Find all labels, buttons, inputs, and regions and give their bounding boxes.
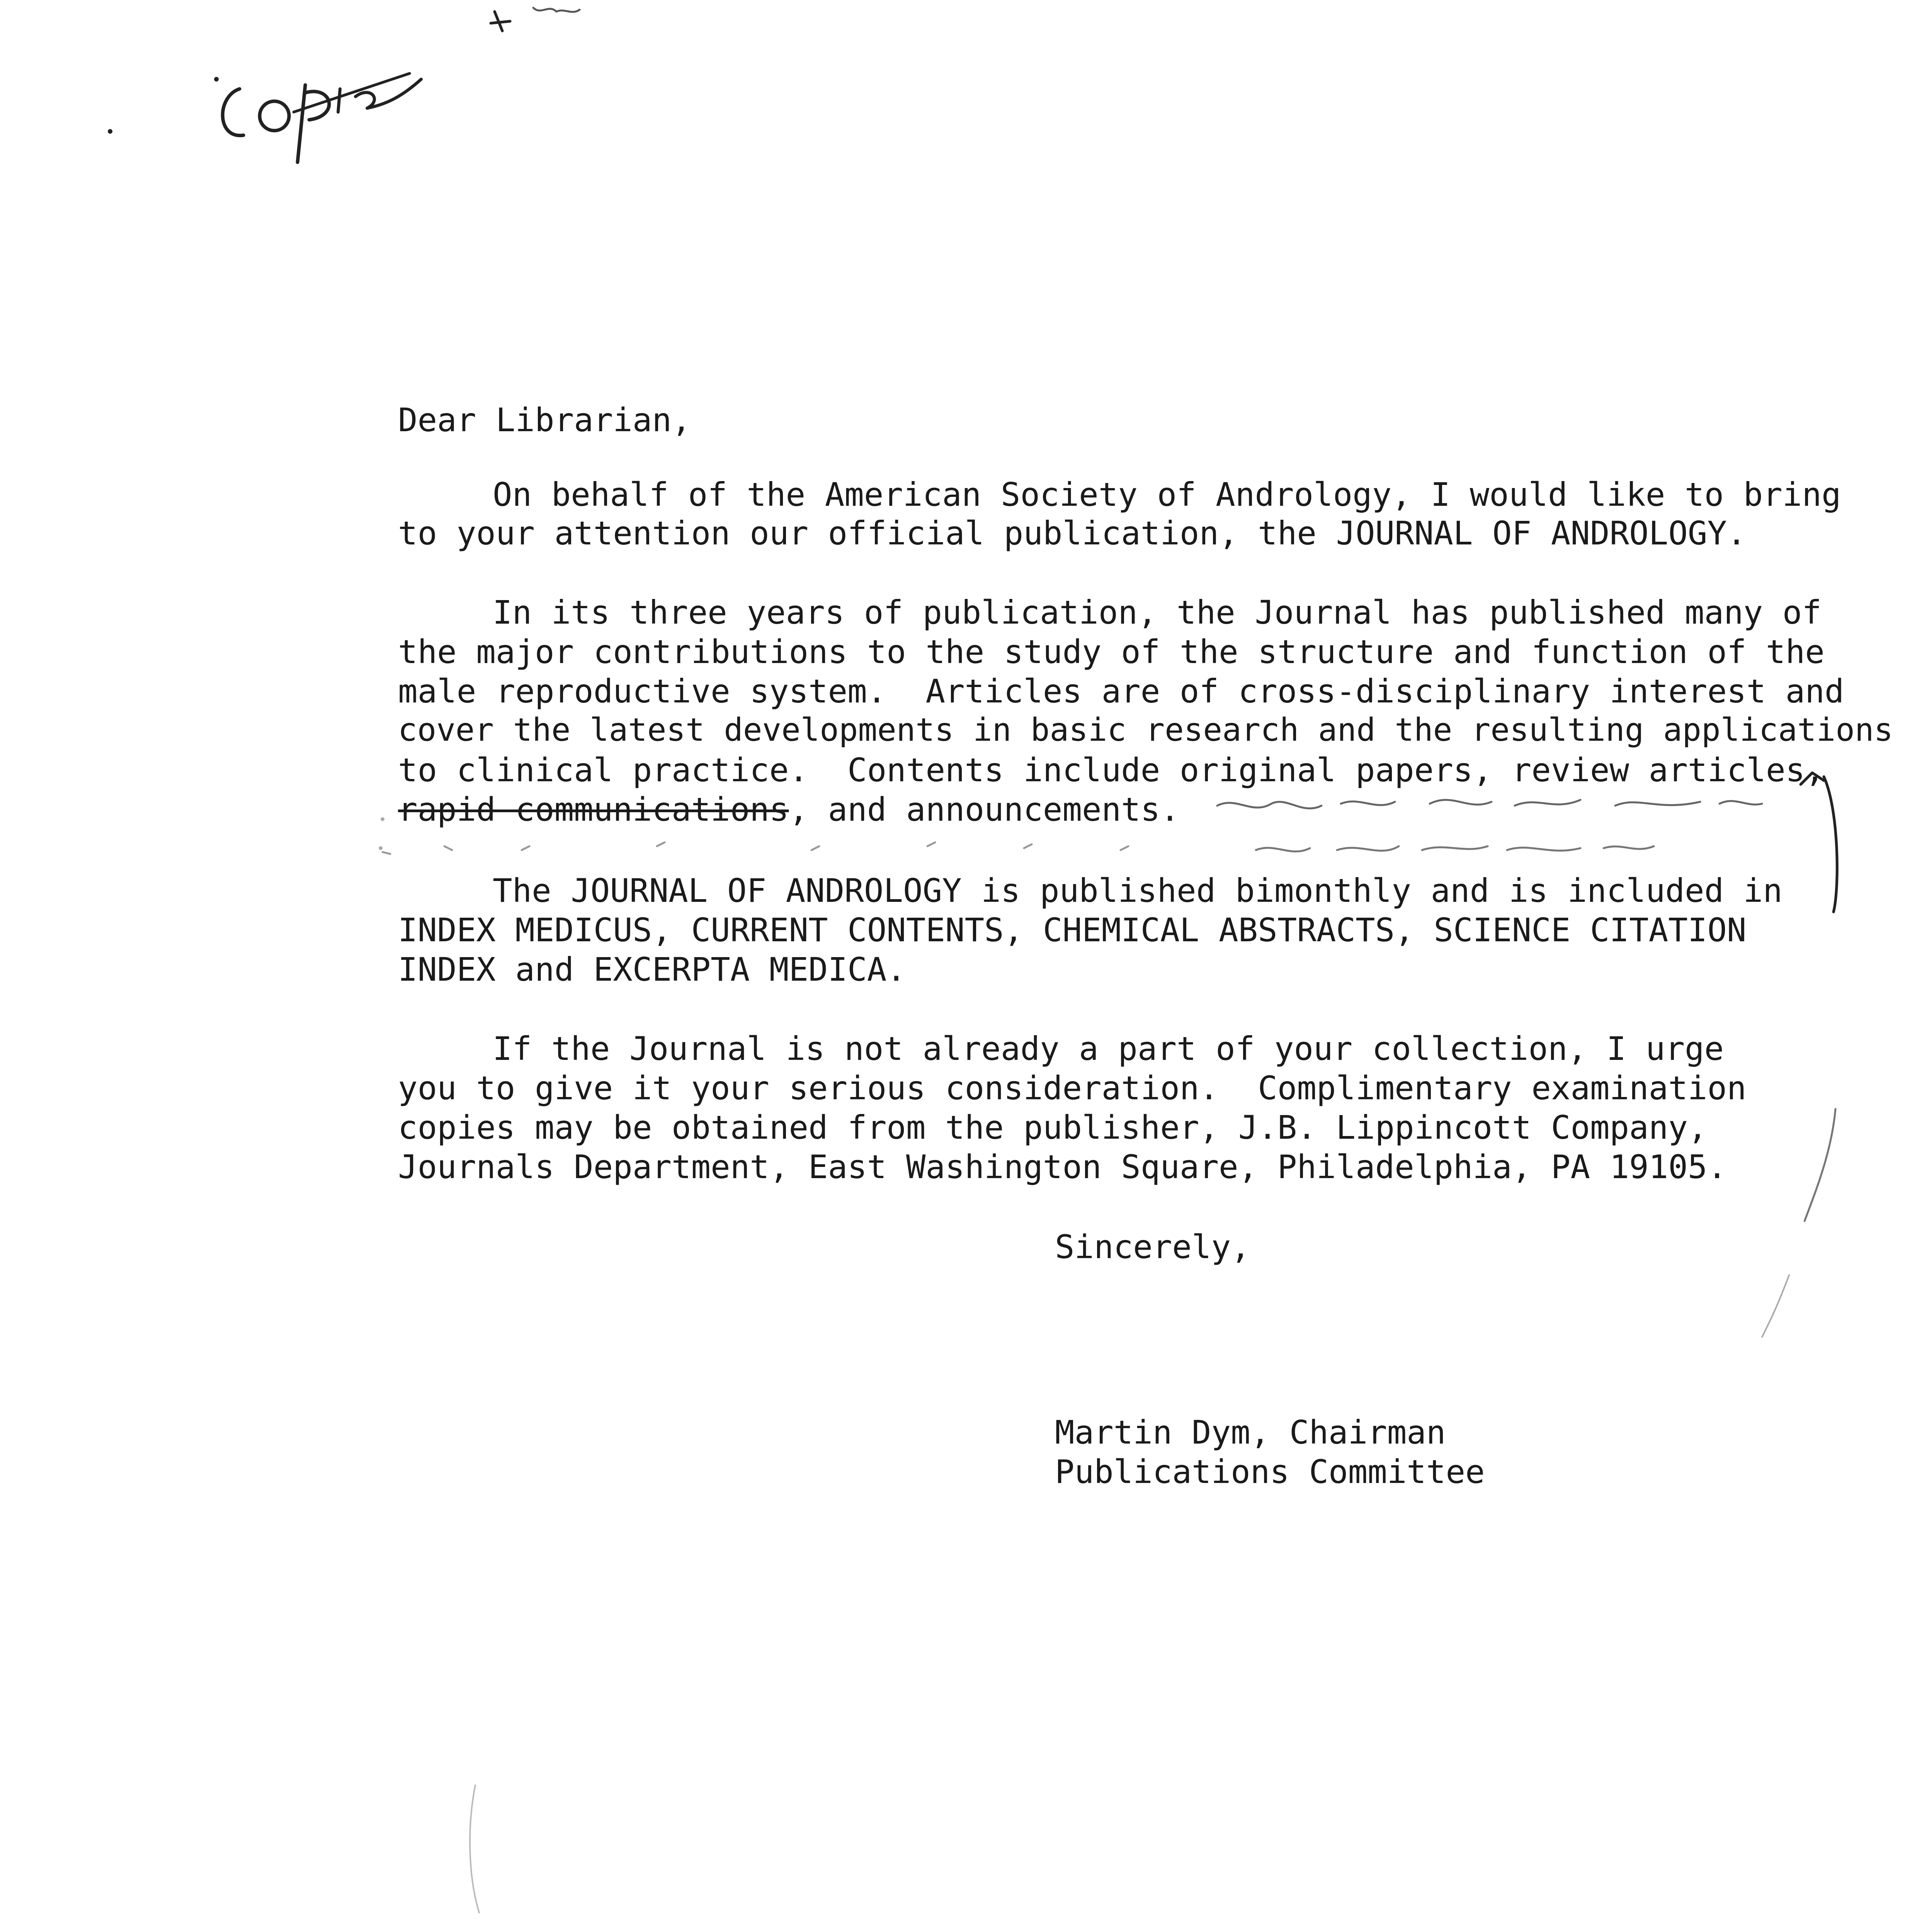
paragraph-4-line-2: you to give it your serious consideration. Complimentary examination: [398, 1069, 1747, 1107]
paragraph-2-line-1: In its three years of publication, the Journal has published many of: [493, 594, 1822, 631]
closing: Sincerely,: [1055, 1228, 1250, 1266]
paragraph-2-line-5: to clinical practice. Contents include original papers, review articles,: [398, 751, 1825, 789]
paragraph-1-line-2: to your attention our official publication, the JOURNAL OF ANDROLOGY.: [398, 514, 1747, 552]
paragraph-4-line-1: If the Journal is not already a part of your collection, I urge: [493, 1030, 1724, 1068]
signer-title: Publications Committee: [1055, 1453, 1485, 1491]
paragraph-2-line-2: the major contributions to the study of the structure and function of the: [398, 633, 1825, 671]
paragraph-4-line-3: copies may be obtained from the publisher, J.B. Lippincott Company,: [398, 1109, 1708, 1146]
struck-text: rapid communications: [398, 791, 789, 828]
paragraph-1-line-1: On behalf of the American Society of Andrology, I would like to bring: [493, 476, 1841, 514]
announcements-text: , and announcements.: [789, 791, 1180, 828]
paragraph-3-line-2: INDEX MEDICUS, CURRENT CONTENTS, CHEMICAL ABSTRACTS, SCIENCE CITATION: [398, 911, 1747, 949]
paragraph-3-line-1: The JOURNAL OF ANDROLOGY is published bimonthly and is included in: [493, 872, 1783, 910]
salutation: Dear Librarian,: [398, 401, 691, 439]
paragraph-2-line-3: male reproductive system. Articles are of cross-disciplinary interest and: [398, 672, 1844, 710]
paragraph-3-line-3: INDEX and EXCERPTA MEDICA.: [398, 951, 906, 988]
paragraph-2-line-6: [398, 793, 1180, 826]
paragraph-4-line-4: Journals Department, East Washington Square, Philadelphia, PA 19105.: [398, 1148, 1727, 1186]
signer-name: Martin Dym, Chairman: [1055, 1413, 1446, 1451]
paragraph-2-line-4: cover the latest developments in basic research and the resulting applications: [398, 712, 1893, 748]
